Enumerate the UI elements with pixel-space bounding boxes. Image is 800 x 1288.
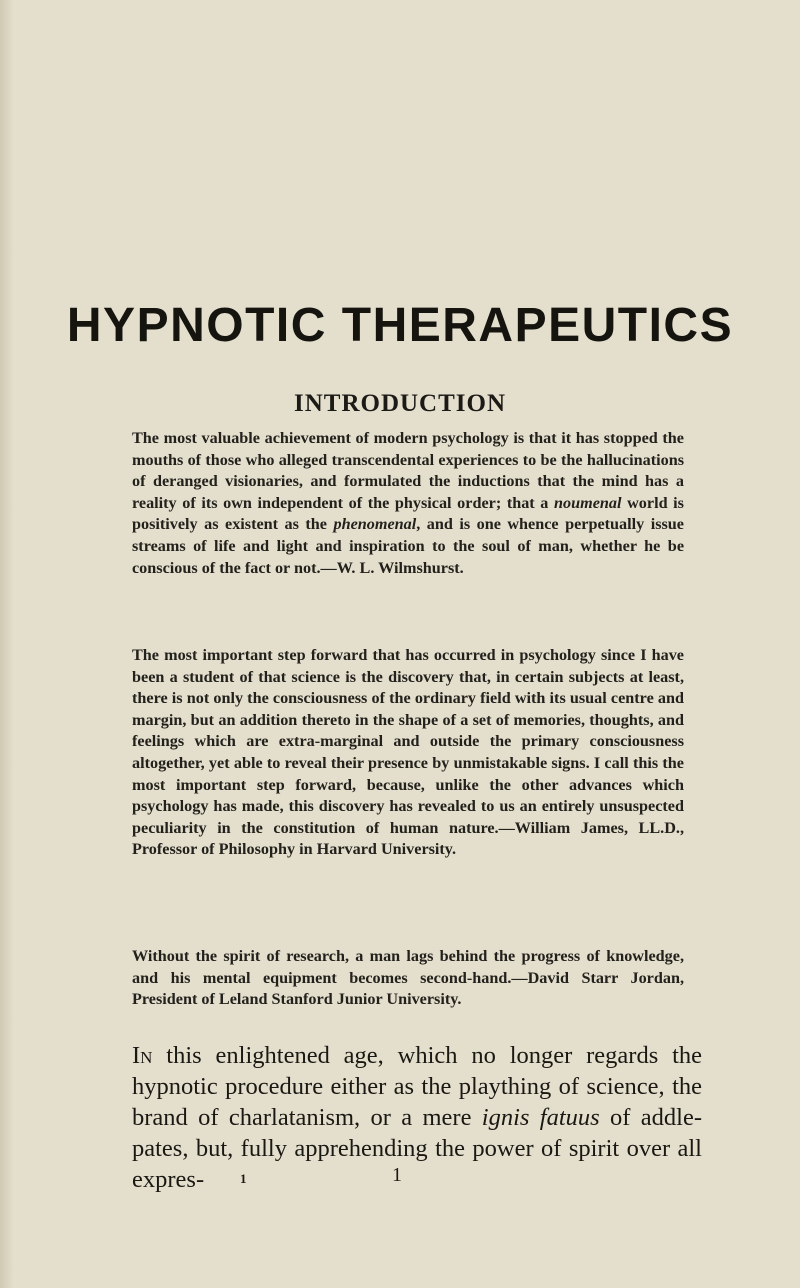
body-text: of addle-pates, but, fully apprehending the power of spirit over all expres- xyxy=(132,1104,702,1193)
epigraph-italic-term: phenomenal xyxy=(333,515,417,534)
page-edge-shadow xyxy=(0,0,14,1288)
signature-mark: 1 xyxy=(240,1171,247,1186)
epigraph-wilmshurst xyxy=(132,428,684,579)
epigraph-jordan: Without the spirit of research, a man lags behind the progress of knowledge, and his mental equipment becomes second-hand.—David Starr Jordan, President of Leland Stanford Junior University. xyxy=(132,947,684,1009)
epigraph-text: , and is one whence perpetually issue streams of life and light and inspiration to the soul of man, whether he be conscious of the fact or not.—W. L. Wilmshurst. xyxy=(132,515,684,577)
body-text: this enlightened age, which no longer regards the hypnotic procedure either as the plaything of science, the brand of charlatanism, or a mere xyxy=(132,1042,702,1131)
body-paragraph xyxy=(132,1040,702,1195)
page-number: 1 xyxy=(392,1164,402,1186)
book-title: HYPNOTIC THERAPEUTICS xyxy=(66,299,734,353)
body-italic-phrase: ignis fatuus xyxy=(481,1104,600,1131)
epigraph-text: The most valuable achievement of modern psychology is that it has stopped the mouths of those who alleged transcendental experiences to be the hallucinations of deranged visionaries, and formulated the inductions that the mind has a reality of its own independent of the physical order; that a xyxy=(132,429,684,512)
epigraph-william-james: The most important step forward that has occurred in psychology since I have been a student of that science is the discovery that, in certain subjects at least, there is not only the consciousness of the ordinary field with its usual centre and margin, but an addition thereto in the shape of a set of memories, thoughts, and feelings which are extra-marginal and outside the primary consciousness altogether, yet able to reveal their presence by unmistakable signs. I call this the most important step forward, because, unlike the other advances which psychology has made, this discovery has revealed to us an entirely unsuspected peculiarity in the constitution of human nature.—William James, LL.D., Professor of Philosophy in Harvard University. xyxy=(132,646,684,859)
chapter-title: INTRODUCTION xyxy=(293,389,507,417)
body-first-word: In xyxy=(132,1042,153,1069)
epigraph-italic-term: noumenal xyxy=(554,493,622,512)
epigraph-text: world is positively as existent as the xyxy=(132,493,684,534)
